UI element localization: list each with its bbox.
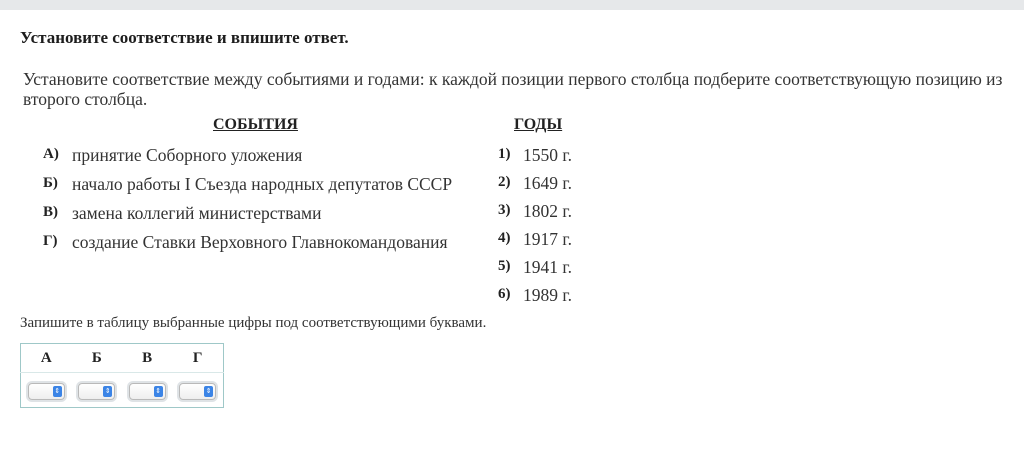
updown-arrows-icon: ⇕: [155, 387, 162, 395]
event-key: В): [43, 204, 58, 220]
year-text: 1550 г.: [523, 145, 572, 165]
answer-cell-b: [72, 373, 122, 408]
year-text: 1917 г.: [523, 229, 572, 249]
answer-select-a[interactable]: [28, 383, 65, 400]
year-key: 3): [498, 202, 511, 218]
events-column-title: СОБЫТИЯ: [213, 116, 298, 133]
updown-arrows-icon: ⇕: [104, 387, 111, 395]
year-text: 1649 г.: [523, 173, 572, 193]
answer-header-g: Г: [172, 344, 223, 373]
year-text: 1802 г.: [523, 201, 572, 221]
event-text: начало работы I Съезда народных депутатов СССР: [72, 174, 453, 194]
answer-header-v: В: [122, 344, 172, 373]
answer-select-b[interactable]: [78, 383, 115, 400]
year-text: 1941 г.: [523, 257, 572, 277]
task-heading: Установите соответствие и впишите ответ.: [20, 28, 349, 47]
year-text: 1989 г.: [523, 285, 572, 305]
updown-arrows-icon: ⇕: [205, 387, 212, 395]
answer-cell-g: [172, 373, 223, 408]
years-column-title: ГОДЫ: [514, 116, 563, 133]
task-prompt: Установите соответствие между событиями и годами: к каждой позиции первого столбца подберите соответствующую позицию из второго столбца.: [23, 69, 1003, 109]
year-key: 1): [498, 146, 511, 162]
answer-select-g[interactable]: [179, 383, 216, 400]
top-bar: [0, 0, 1024, 10]
event-key: А): [43, 146, 59, 162]
event-text: принятие Соборного уложения: [72, 145, 303, 165]
event-key: Б): [43, 175, 58, 191]
year-key: 5): [498, 258, 511, 274]
answer-instruction: Запишите в таблицу выбранные цифры под соответствующими буквами.: [20, 315, 487, 331]
year-key: 2): [498, 174, 511, 190]
event-key: Г): [43, 233, 58, 249]
answer-select-v[interactable]: [129, 383, 166, 400]
answer-header-a: А: [21, 344, 72, 373]
answer-header-b: Б: [72, 344, 122, 373]
answer-table: [20, 343, 224, 408]
event-text: создание Ставки Верховного Главнокомандования: [72, 232, 448, 252]
year-key: 4): [498, 230, 511, 246]
event-text: замена коллегий министерствами: [72, 203, 322, 223]
updown-arrows-icon: ⇕: [54, 387, 61, 395]
answer-cell-a: [21, 373, 72, 408]
year-key: 6): [498, 286, 511, 302]
answer-cell-v: [122, 373, 172, 408]
